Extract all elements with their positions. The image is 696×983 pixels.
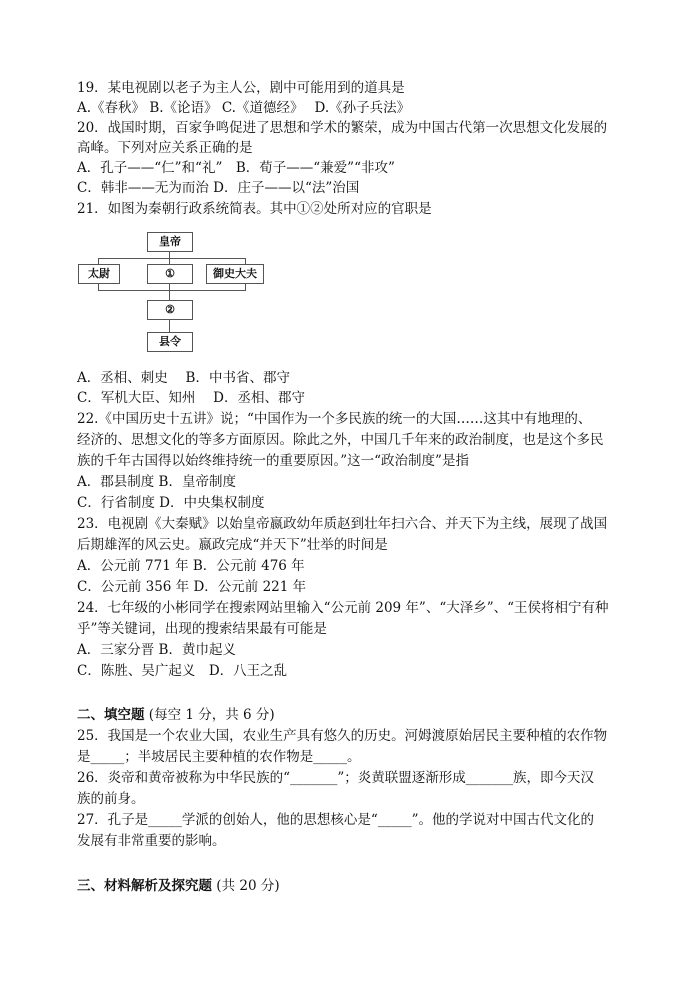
- xianling-box: 县令: [147, 332, 193, 352]
- section-2-note: (每空 1 分，共 6 分): [148, 707, 275, 723]
- connector: [169, 320, 170, 332]
- q22-options-cd: C．行省制度 D．中央集权制度: [77, 495, 265, 511]
- q22-stem-1: 22.《中国历史十五讲》说；“中国作为一个多民族的统一的大国……这其中有地理的、: [77, 411, 592, 427]
- q19-options: A.《春秋》 B.《论语》 C.《道德经》 D.《孙子兵法》: [77, 100, 411, 116]
- q22-stem-2: 经济的、思想文化的等多方面原因。除此之外，中国几千年来的政治制度，也是这个多民: [77, 432, 604, 448]
- q21-options-cd: C．军机大臣、知州 D．丞相、郡守: [77, 390, 305, 406]
- connector: [169, 290, 170, 300]
- q21-stem: 21．如图为秦朝行政系统简表。其中①②处所对应的官职是: [77, 201, 432, 217]
- section-3-title: 三、材料解析及探究题: [77, 878, 212, 894]
- q24-options-cd: C．陈胜、吴广起义 D．八王之乱: [77, 663, 288, 679]
- q23-stem-1: 23．电视剧《大秦赋》以始皇帝嬴政幼年质赵到壮年扫六合、并天下为主线，展现了战国: [77, 516, 608, 532]
- q23-options-ab: A．公元前 771 年 B．公元前 476 年: [77, 558, 305, 574]
- q26-line-2: 族的前身。: [77, 791, 145, 807]
- slot-2-box: ②: [147, 300, 193, 320]
- qin-admin-diagram: [78, 232, 278, 357]
- q20-options-cd: C．韩非——无为而治 D．庄子——以“法”治国: [77, 180, 360, 196]
- section-2-heading: [77, 705, 637, 725]
- q20-stem-1: 20．战国时期，百家争鸣促进了思想和学术的繁荣，成为中国古代第一次思想文化发展的: [77, 120, 608, 136]
- section-3-note: (共 20 分): [216, 878, 280, 894]
- section-2-title: 二、填空题: [77, 707, 145, 723]
- q22-stem-3: 族的千年古国得以始终维持统一的重要原因。”这一“政治制度”是指: [77, 453, 469, 469]
- q24-options-ab: A．三家分晋 B．黄巾起义: [77, 642, 236, 658]
- q25-line-1: 25．我国是一个农业大国，农业生产具有悠久的历史。河姆渡原始居民主要种植的农作物: [77, 728, 608, 744]
- q27-line-1: 27．孔子是_____学派的创始人，他的思想核心是“_____”。他的学说对中国古代文化的: [77, 812, 594, 828]
- emperor-box: 皇帝: [147, 232, 193, 252]
- connector: [98, 290, 246, 291]
- q21-options-ab: A．丞相、刺史 B．中书省、郡守: [77, 370, 290, 386]
- q20-options-ab: A．孔子——“仁”和“礼” B．荀子——“兼爱”“非攻”: [77, 160, 395, 176]
- q24-stem-1: 24．七年级的小彬同学在搜索网站里输入“公元前 209 年”、“大泽乡”、“王侯将相宁有种: [77, 600, 609, 616]
- q20-stem-2: 高峰。下列对应关系正确的是: [77, 140, 253, 156]
- q23-stem-2: 后期雄浑的风云史。嬴政完成“并天下”壮举的时间是: [77, 537, 388, 553]
- slot-1-box: ①: [147, 264, 193, 284]
- q24-stem-2: 乎”等关键词，出现的搜索结果最有可能是: [77, 621, 327, 637]
- q22-options-ab: A．郡县制度 B．皇帝制度: [77, 474, 236, 490]
- taiwei-box: 太尉: [78, 264, 120, 284]
- section-3-heading: [77, 876, 637, 896]
- connector: [98, 258, 246, 259]
- yushi-box: 御史大夫: [206, 264, 264, 284]
- q25-line-2: 是_____；半坡居民主要种植的农作物是_____。: [77, 749, 361, 765]
- q26-line-1: 26．炎帝和黄帝被称为中华民族的“_______”；炎黄联盟逐渐形成_______族，即今天汉: [77, 770, 594, 786]
- q27-line-2: 发展有非常重要的影响。: [77, 833, 226, 849]
- q23-options-cd: C．公元前 356 年 D．公元前 221 年: [77, 579, 307, 595]
- q19-stem: 19．某电视剧以老子为主人公，剧中可能用到的道具是: [77, 80, 405, 96]
